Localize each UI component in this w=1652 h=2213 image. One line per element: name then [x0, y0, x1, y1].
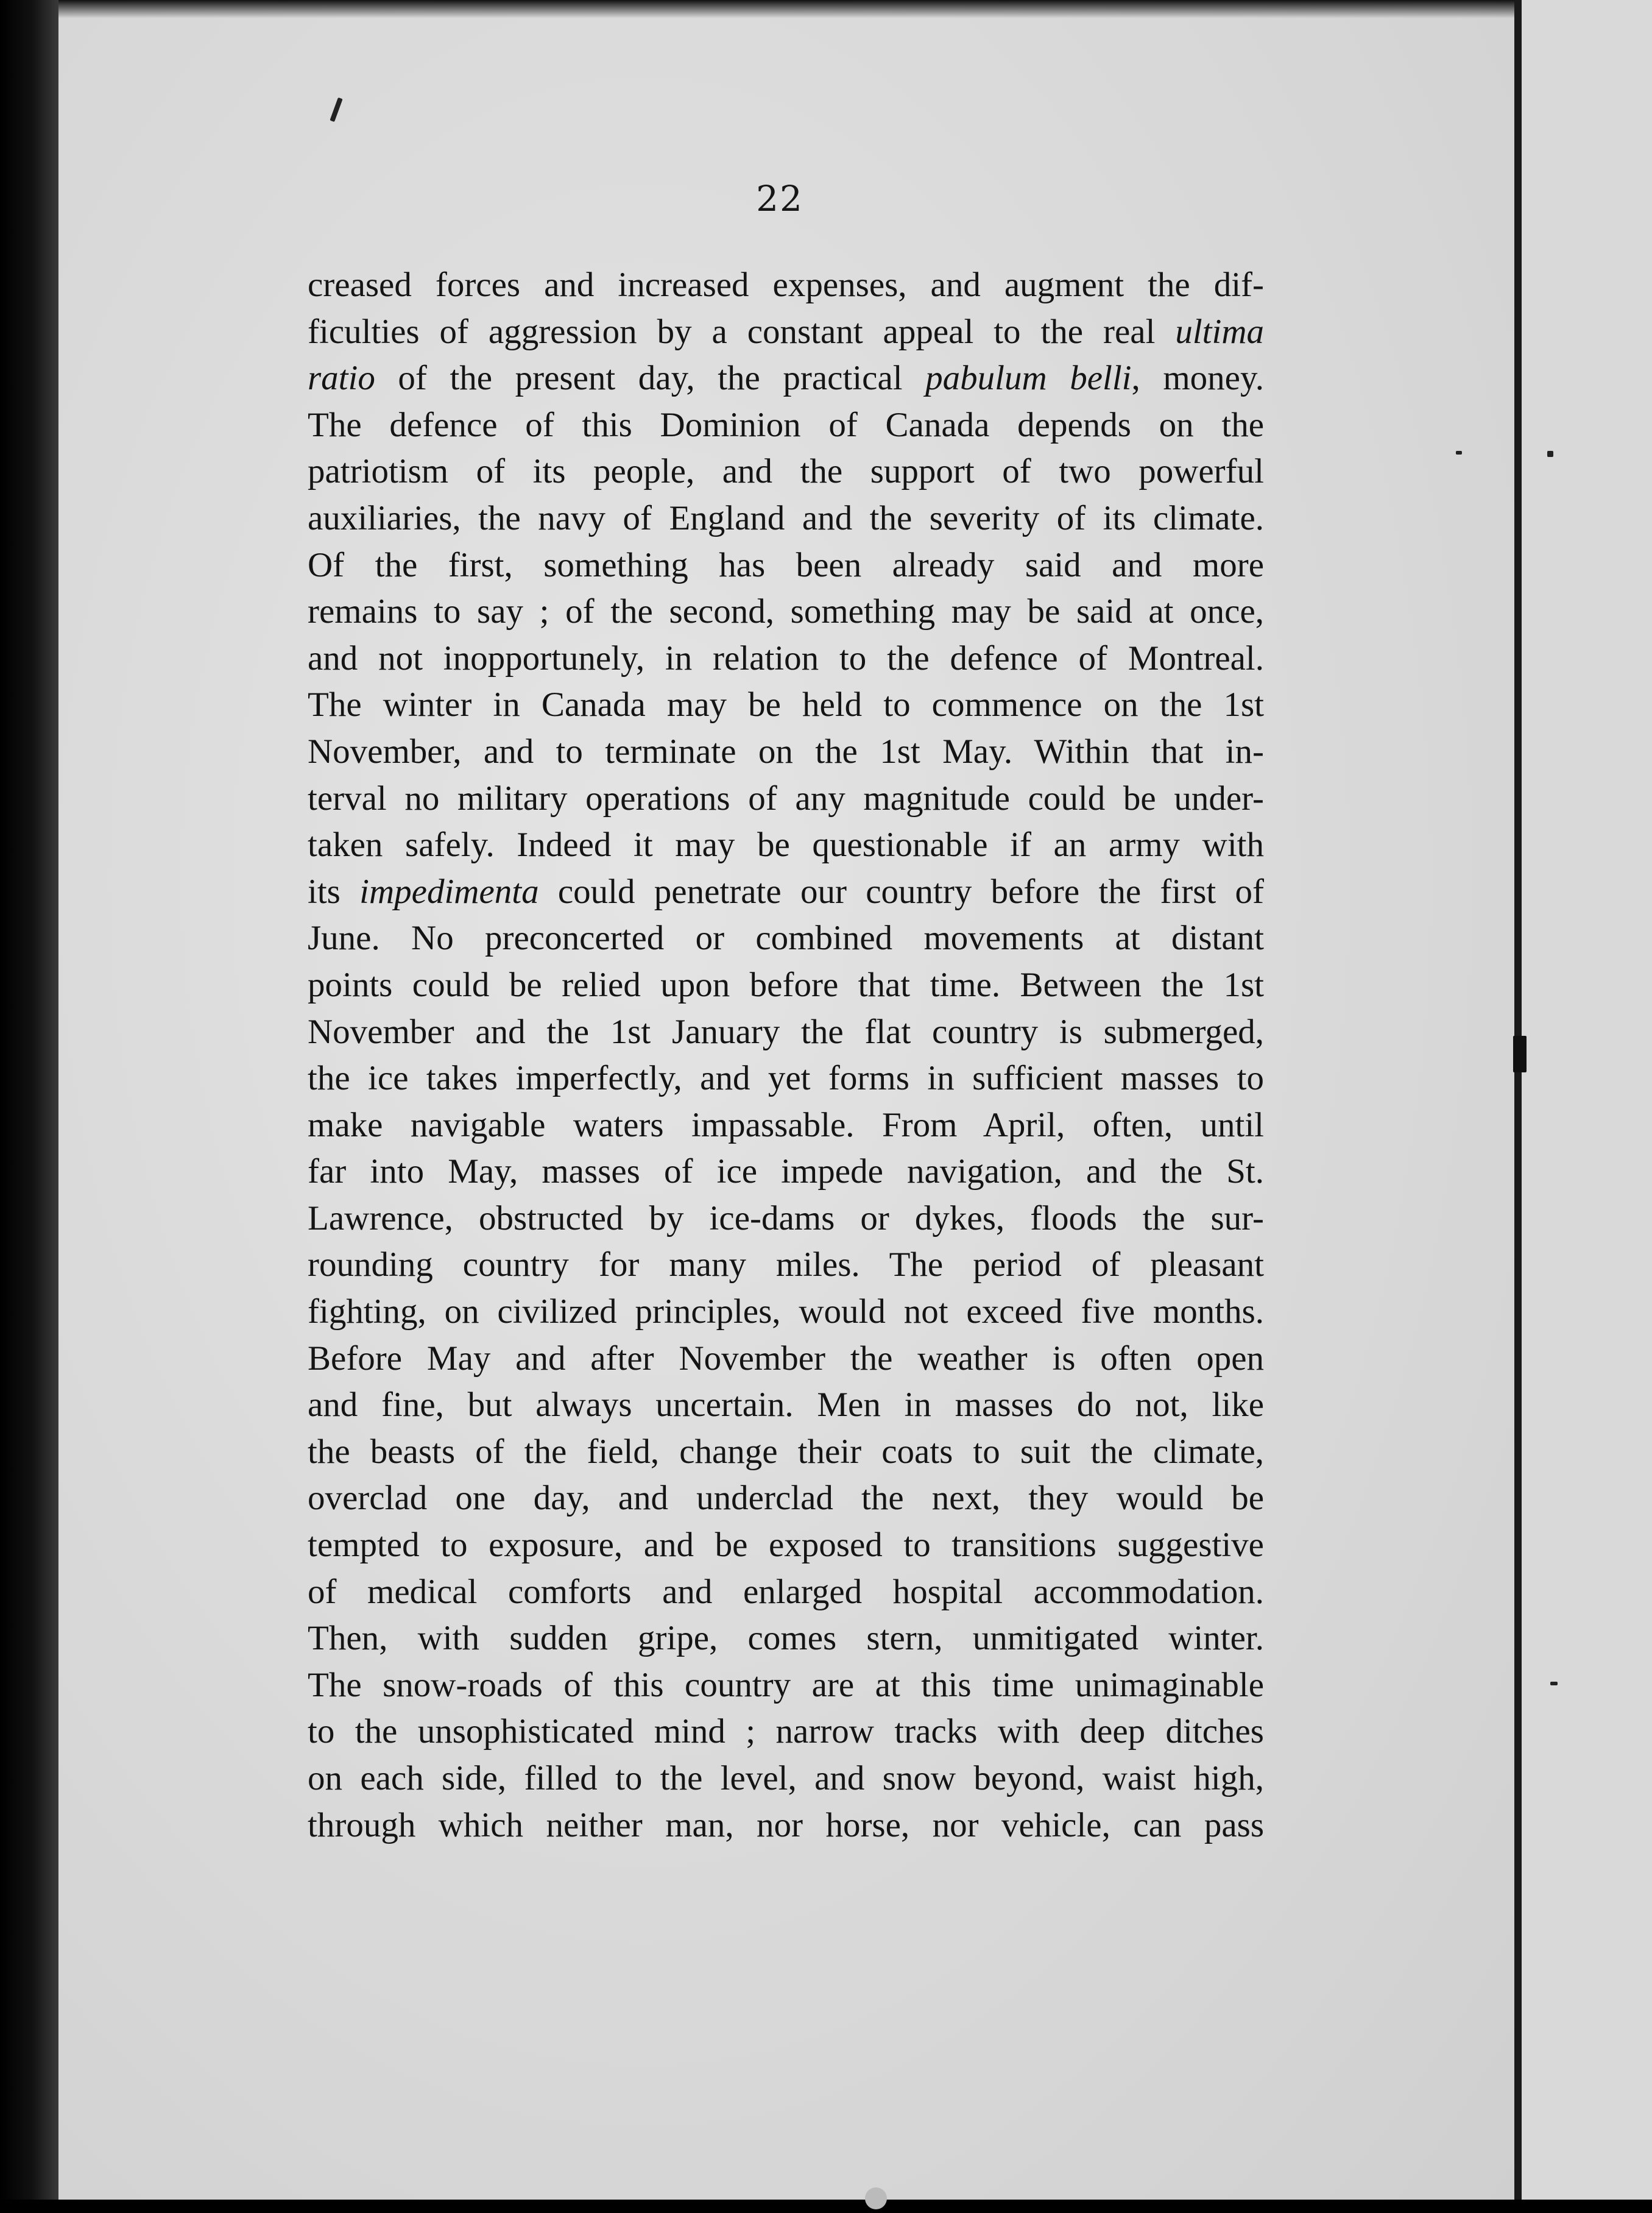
text-segment: ficulties of aggression by a constant appeal to the real — [308, 312, 1176, 351]
text-line: auxiliaries, the navy of England and the severity of its climate. — [308, 498, 1264, 537]
text-line: make navigable waters impassable. From April, often, until — [308, 1105, 1264, 1144]
text-line — [308, 355, 1264, 402]
text-segment: of the present day, the practical — [375, 359, 926, 398]
gutter-binding-mark — [1513, 1036, 1527, 1072]
text-line: Of the first, something has been already said and more — [308, 545, 1264, 584]
scan-speck — [1456, 451, 1462, 455]
page-top-shadow — [58, 0, 1520, 18]
text-line: the ice takes imperfectly, and yet forms in sufficient masses to — [308, 1059, 1264, 1098]
text-segment: its — [308, 872, 360, 911]
text-line — [308, 309, 1264, 356]
text-line: through which neither man, nor horse, nor vehicle, can pass — [308, 1805, 1264, 1844]
text-line: and not inopportunely, in relation to the defence of Montreal. — [308, 639, 1264, 678]
scan-left-edge — [0, 0, 58, 2213]
italic-phrase: pabulum belli — [925, 359, 1132, 398]
text-line: rounding country for many miles. The period of pleasant — [308, 1245, 1264, 1284]
text-line: far into May, masses of ice impede navigation, and the St. — [308, 1152, 1264, 1191]
text-line: taken safely. Indeed it may be questionable if an army with — [308, 826, 1264, 865]
text-line — [308, 869, 1264, 916]
text-line: creased forces and increased expenses, and augment the dif- — [308, 266, 1264, 304]
text-segment: could penetrate our country before the first of — [538, 872, 1264, 911]
scan-speck — [1550, 1682, 1558, 1685]
text-segment: , money. — [1131, 359, 1265, 398]
text-line: Lawrence, obstructed by ice-dams or dykes, floods the sur- — [308, 1199, 1264, 1238]
body-text — [308, 262, 1264, 1849]
text-line: points could be relied upon before that time. Between the 1st — [308, 965, 1264, 1004]
text-line: and fine, but always uncertain. Men in masses do not, like — [308, 1386, 1264, 1425]
page-number: 22 — [756, 178, 803, 219]
book-gutter — [1514, 0, 1522, 2200]
adjacent-page-edge — [1522, 0, 1652, 2200]
italic-phrase: impedimenta — [359, 872, 539, 911]
italic-phrase: ultima — [1175, 312, 1264, 351]
text-line: June. No preconcerted or combined movements at distant — [308, 919, 1264, 958]
text-line: Before May and after November the weather is often open — [308, 1339, 1264, 1378]
italic-phrase: ratio — [308, 359, 375, 398]
text-line: on each side, filled to the level, and snow beyond, waist high, — [308, 1759, 1264, 1797]
scan-speck — [1547, 451, 1553, 457]
scan-speck — [865, 2187, 887, 2209]
text-line: November and the 1st January the flat country is submerged, — [308, 1012, 1264, 1051]
text-line: terval no military operations of any magnitude could be under- — [308, 779, 1264, 818]
text-line: fighting, on civilized principles, would not exceed five months. — [308, 1292, 1264, 1331]
text-line: Then, with sudden gripe, comes stern, unmitigated winter. — [308, 1619, 1264, 1658]
text-line: of medical comforts and enlarged hospital accommodation. — [308, 1572, 1264, 1611]
text-line: to the unsophisticated mind ; narrow tracks with deep ditches — [308, 1712, 1264, 1751]
text-line: overclad one day, and underclad the next, they would be — [308, 1479, 1264, 1518]
text-line: The snow-roads of this country are at this time unimaginable — [308, 1665, 1264, 1704]
text-line: the beasts of the field, change their coats to suit the climate, — [308, 1432, 1264, 1471]
text-line: remains to say ; of the second, something may be said at once, — [308, 592, 1264, 631]
text-line: The defence of this Dominion of Canada depends on the — [308, 405, 1264, 444]
text-line: patriotism of its people, and the support of two powerful — [308, 452, 1264, 491]
text-line: November, and to terminate on the 1st May. Within that in- — [308, 732, 1264, 771]
text-line: The winter in Canada may be held to commence on the 1st — [308, 685, 1264, 724]
text-line: tempted to exposure, and be exposed to transitions suggestive — [308, 1526, 1264, 1565]
scan-bottom-edge — [0, 2200, 1652, 2213]
